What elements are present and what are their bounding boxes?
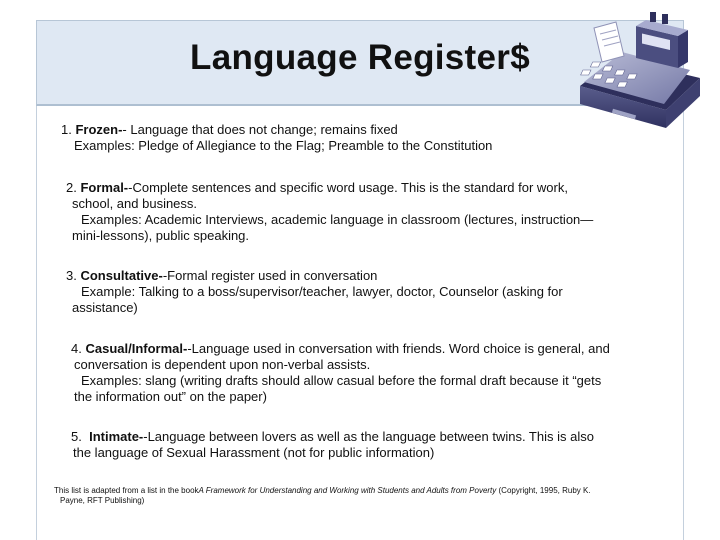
item-text: -Language used in conversation with friends. Word choice is general, and — [187, 341, 610, 356]
item-term: Frozen- — [75, 122, 123, 137]
content-frame — [36, 106, 684, 540]
item-heading — [66, 180, 593, 196]
item-text: the information out” on the paper) — [74, 389, 267, 404]
footnote — [54, 486, 591, 506]
item-heading — [71, 341, 610, 357]
item-heading — [66, 268, 563, 284]
footnote-text: This list is adapted from a list in the book — [54, 486, 199, 495]
item-text: mini-lessons), public speaking. — [72, 228, 250, 243]
item-number: 3. — [66, 268, 77, 283]
item-number: 5. — [71, 429, 82, 444]
register-item-casual — [71, 341, 610, 405]
item-heading — [71, 429, 594, 445]
footnote-book-title: A Framework for Understanding and Working with Students and Adults from Poverty — [198, 486, 497, 495]
item-text: the language of Sexual Harassment (not for public information) — [73, 445, 435, 460]
item-number: 1. — [61, 122, 72, 137]
footnote-text: Payne, RFT Publishing) — [60, 496, 145, 505]
item-text: -Complete sentences and specific word usage. This is the standard for work, — [128, 180, 568, 195]
item-text: conversation is dependent upon non-verbal assists. — [74, 357, 371, 372]
register-item-consultative — [66, 268, 563, 316]
footnote-text: (Copyright, 1995, Ruby K. — [496, 486, 591, 495]
item-term: Consultative- — [80, 268, 163, 283]
item-text: - Language that does not change; remains fixed — [122, 122, 398, 137]
item-term: Intimate- — [89, 429, 144, 444]
item-number: 2. — [66, 180, 77, 195]
page-title: Language Register$ — [190, 38, 530, 77]
register-item-frozen — [61, 122, 492, 154]
item-term: Casual/Informal- — [85, 341, 188, 356]
item-text: Examples: Academic Interviews, academic language in classroom (lectures, instruction— — [81, 212, 594, 227]
register-item-intimate — [71, 429, 594, 461]
item-text: Examples: Pledge of Allegiance to the Flag; Preamble to the Constitution — [74, 138, 493, 153]
register-item-formal — [66, 180, 593, 244]
item-text: Examples: slang (writing drafts should allow casual before the formal draft because it “gets — [81, 373, 602, 388]
item-text: school, and business. — [72, 196, 198, 211]
cash-register-icon — [566, 12, 708, 130]
item-text: assistance) — [72, 300, 138, 315]
item-text: -Formal register used in conversation — [162, 268, 378, 283]
item-number: 4. — [71, 341, 82, 356]
item-heading — [61, 122, 492, 138]
item-text: -Language between lovers as well as the language between twins. This is also — [143, 429, 594, 444]
item-text: Example: Talking to a boss/supervisor/teacher, lawyer, doctor, Counselor (asking for — [81, 284, 563, 299]
item-term: Formal- — [80, 180, 129, 195]
